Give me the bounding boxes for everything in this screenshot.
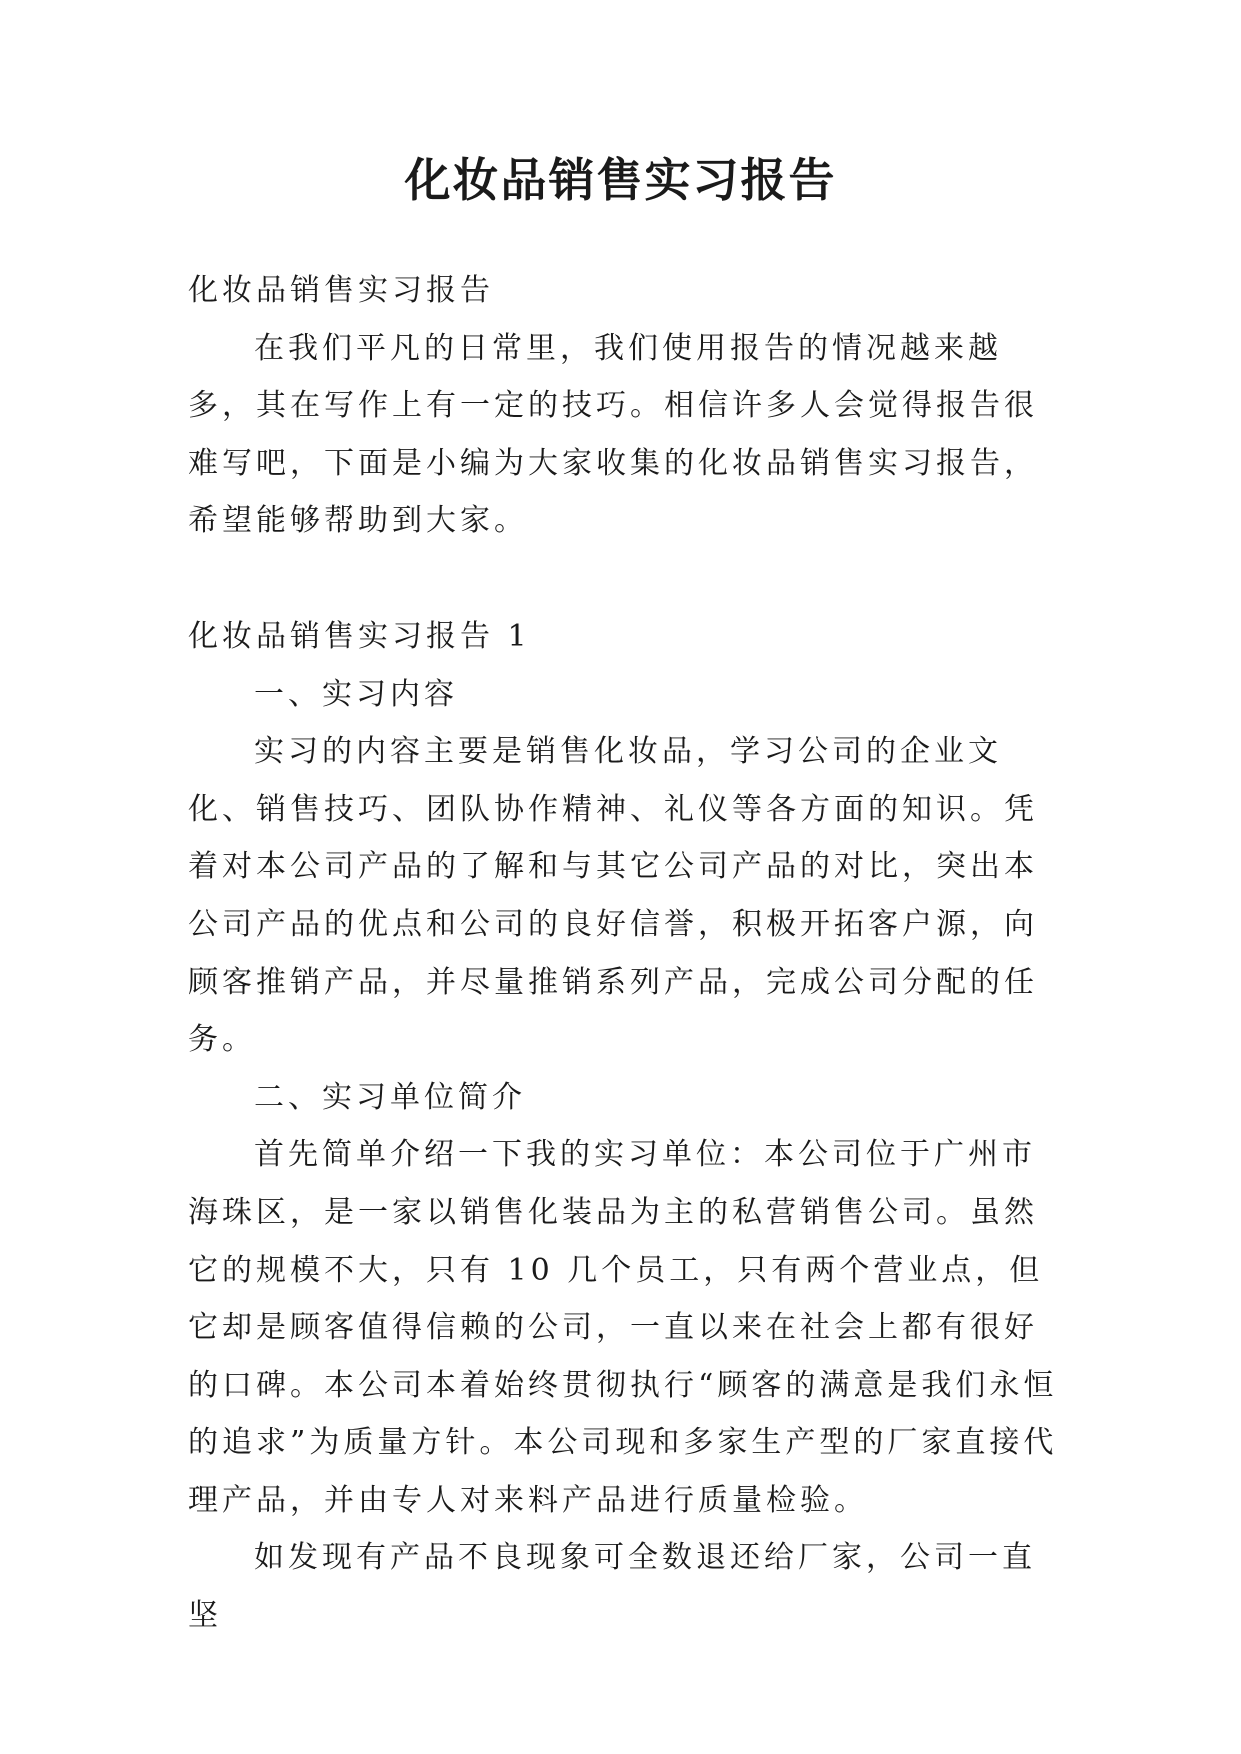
content-paragraph: 实习的内容主要是销售化妆品，学习公司的企业文化、销售技巧、团队协作精神、礼仪等各方面的知识。凭着对本公司产品的了解和与其它公司产品的对比，突出本公司产品的优点和公司的良好信誉，积极开拓客户源，向顾客推销产品，并尽量推销系列产品，完成公司分配的任务。 — [188, 734, 1038, 1058]
intro-paragraph: 在我们平凡的日常里，我们使用报告的情况越来越多，其在写作上有一定的技巧。相信许多人会觉得报告很难写吧，下面是小编为大家收集的化妆品销售实习报告，希望能够帮助到大家。 — [188, 330, 1038, 539]
heading-internship-unit: 二、实习单位简介 — [254, 1079, 526, 1115]
document-body — [188, 262, 1068, 1645]
document-subtitle: 化妆品销售实习报告 — [188, 273, 494, 308]
last-paragraph: 如发现有产品不良现象可全数退还给厂家，公司一直坚 — [188, 1540, 1036, 1634]
paragraph-gap — [188, 550, 1068, 608]
heading-internship-content: 一、实习内容 — [254, 676, 458, 712]
section-title: 化妆品销售实习报告 1 — [188, 618, 531, 654]
unit-paragraph: 首先简单介绍一下我的实习单位：本公司位于广州市海珠区，是一家以销售化装品为主的私营销售公司。虽然它的规模不大，只有 10 几个员工，只有两个营业点，但它却是顾客值得信赖的公司，一直以来在社会上都有很好的口碑。本公司本着始终贯彻执行“顾客的满意是我们永恒的追求”为质量方针。本公司现和多家生产型的厂家直接代理产品，并由专人对来料产品进行质量检验。 — [188, 1137, 1058, 1518]
document-title: 化妆品销售实习报告 — [404, 153, 837, 207]
